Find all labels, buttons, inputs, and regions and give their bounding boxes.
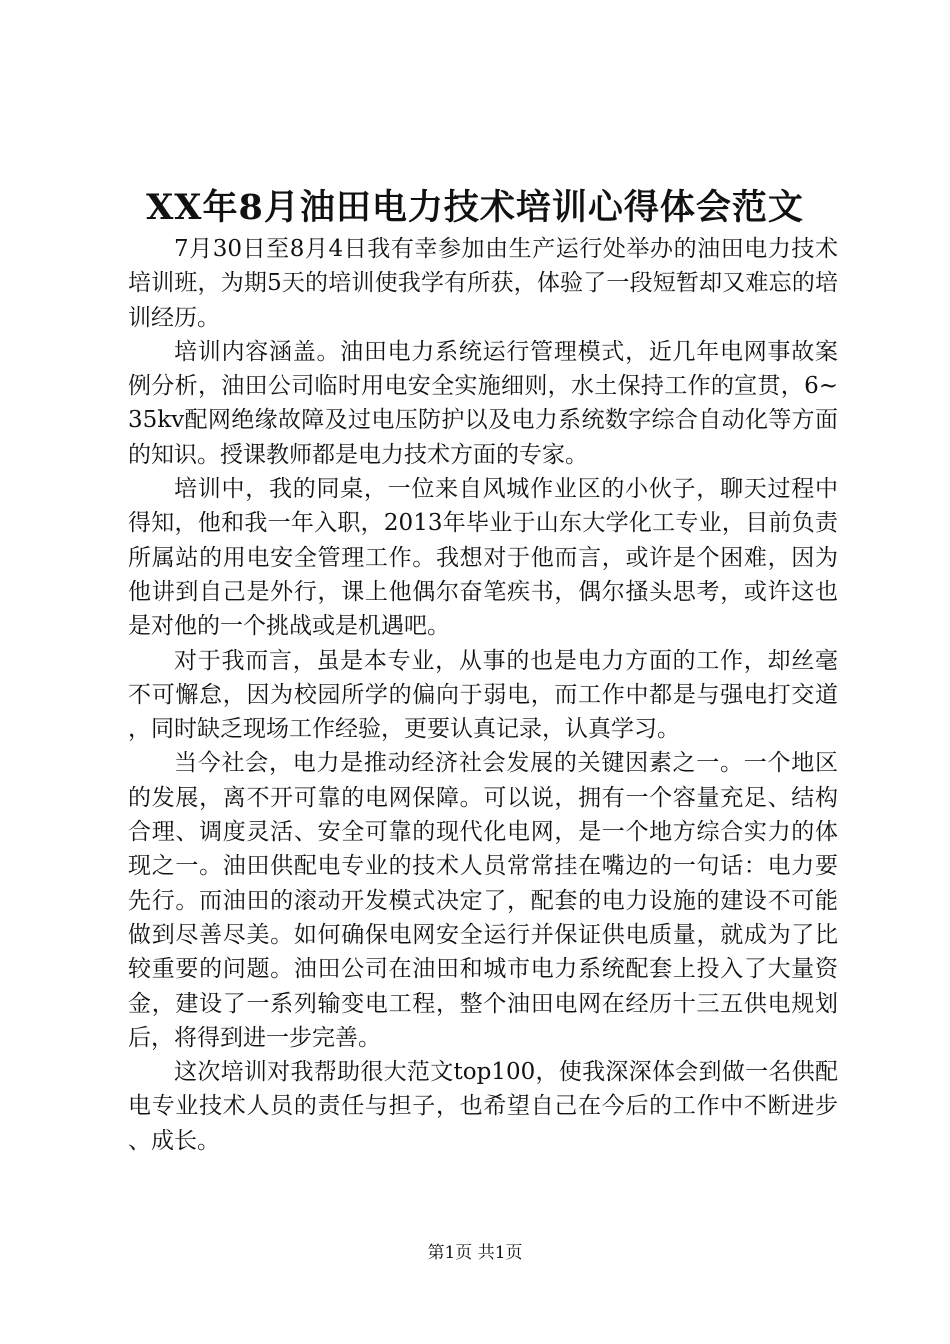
paragraph-2: 培训内容涵盖。油田电力系统运行管理模式，近几年电网事故案例分析，油田公司临时用电安全实施细则，水土保持工作的宣贯，6~35kv配网绝缘故障及过电压防护以及电力系统数字综合自动化等方面的知识。授课教师都是电力技术方面的专家。 [128,338,838,468]
paragraph-1: 7月30日至8月4日我有幸参加由生产运行处举办的油田电力技术培训班，为期5天的培训使我学有所获，体验了一段短暂却又难忘的培训经历。 [128,236,838,331]
document-title: XX年8月油田电力技术培训心得体会范文 [146,187,804,228]
page-number-footer: 第1页 共1页 [427,1243,523,1263]
paragraph-6: 这次培训对我帮助很大范文top100，使我深深体会到做一名供配电专业技术人员的责任与担子，也希望自己在今后的工作中不断进步、成长。 [128,1059,838,1154]
paragraph-4: 对于我而言，虽是本专业，从事的也是电力方面的工作，却丝毫不可懈怠，因为校园所学的偏向于弱电，而工作中都是与强电打交道，同时缺乏现场工作经验，更要认真记录，认真学习。 [128,647,838,743]
paragraph-5: 当今社会，电力是推动经济社会发展的关键因素之一。一个地区的发展，离不开可靠的电网保障。可以说，拥有一个容量充足、结构合理、调度灵活、安全可靠的现代化电网，是一个地方综合实力的体现之一。油田供配电专业的技术人员常常挂在嘴边的一句话：电力要先行。而油田的滚动开发模式决定了，配套的电力设施的建设不可能做到尽善尽美。如何确保电网安全运行并保证供电质量，就成为了比较重要的问题。油田公司在油田和城市电力系统配套上投入了大量资金，建设了一系列输变电工程，整个油田电网在经历十三五供电规划后，将得到进一步完善。 [128,750,838,1051]
document-body [128,232,838,1158]
paragraph-3: 培训中，我的同桌，一位来自风城作业区的小伙子，聊天过程中得知，他和我一年入职，2013年毕业于山东大学化工专业，目前负责所属站的用电安全管理工作。我想对于他而言，或许是个困难，因为他讲到自己是外行，课上他偶尔奋笔疾书，偶尔搔头思考，或许这也是对他的一个挑战或是机遇吧。 [128,476,838,640]
